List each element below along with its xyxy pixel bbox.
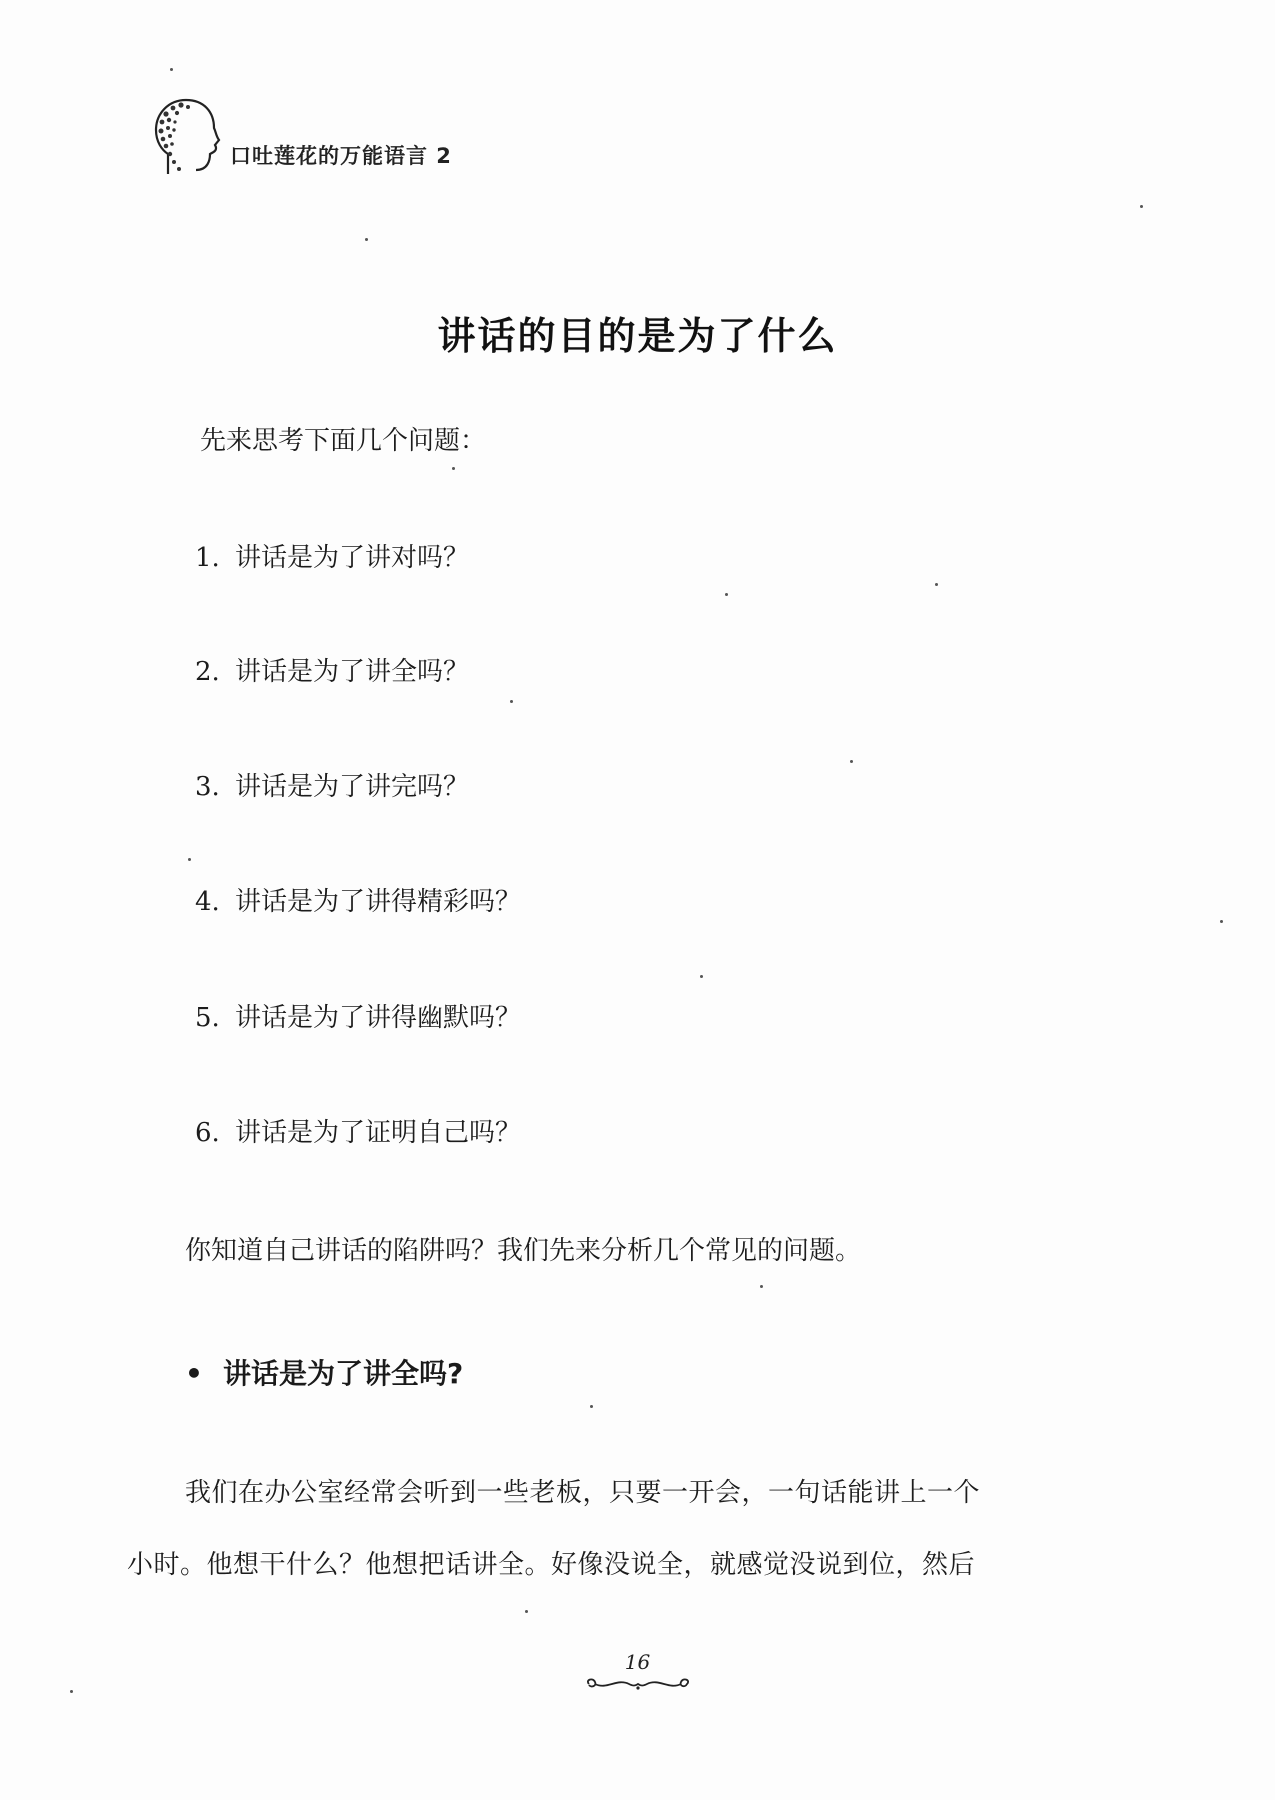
bullet-icon: •	[185, 1357, 203, 1390]
page-footer	[0, 1650, 1275, 1694]
question-number: 2.	[195, 657, 220, 687]
scan-speck	[590, 1405, 593, 1408]
scan-speck	[70, 1690, 73, 1693]
question-item	[195, 771, 469, 803]
body-paragraph-line: 小时。他想干什么？他想把话讲全。好像没说全，就感觉没说到位，然后	[127, 1550, 976, 1580]
chapter-title: 讲话的目的是为了什么	[437, 314, 838, 358]
section-heading	[185, 1352, 463, 1392]
scan-speck	[850, 760, 853, 763]
question-number: 6.	[195, 1118, 220, 1148]
question-number: 5.	[195, 1003, 220, 1033]
question-number: 1.	[195, 543, 220, 573]
head-profile-icon	[148, 92, 228, 178]
question-item	[195, 656, 469, 688]
scan-speck	[170, 68, 173, 71]
intro-text: 先来思考下面几个问题：	[200, 426, 487, 456]
question-item	[195, 886, 521, 918]
body-paragraph-line: 我们在办公室经常会听到一些老板，只要一开会，一句话能讲上一个	[185, 1478, 981, 1508]
scan-speck	[1140, 205, 1143, 208]
section-heading-text: 讲话是为了讲全吗?	[223, 1357, 464, 1390]
scan-speck	[365, 238, 368, 241]
question-text: 讲话是为了讲全吗？	[235, 657, 470, 687]
question-text: 讲话是为了讲得幽默吗？	[235, 1003, 522, 1033]
question-number: 4.	[195, 887, 220, 917]
question-text: 讲话是为了讲得精彩吗？	[235, 887, 522, 917]
scan-speck	[1220, 920, 1223, 923]
question-number: 3.	[195, 772, 220, 802]
trap-sentence: 你知道自己讲话的陷阱吗？我们先来分析几个常见的问题。	[185, 1236, 862, 1266]
question-text: 讲话是为了讲完吗？	[235, 772, 470, 802]
running-header	[148, 92, 452, 178]
question-text: 讲话是为了证明自己吗？	[235, 1118, 522, 1148]
scan-speck	[510, 700, 513, 703]
scroll-ornament-icon	[583, 1674, 693, 1694]
scan-speck	[935, 583, 938, 586]
scan-speck	[525, 1610, 528, 1613]
question-item	[195, 1002, 521, 1034]
question-item	[195, 1117, 521, 1149]
scan-speck	[188, 858, 191, 861]
scan-speck	[725, 593, 728, 596]
question-text: 讲话是为了讲对吗？	[235, 543, 470, 573]
question-item	[195, 542, 469, 574]
running-title: 口吐莲花的万能语言 2	[230, 144, 452, 168]
scan-speck	[700, 975, 703, 978]
page-number: 16	[624, 1650, 651, 1674]
scan-speck	[452, 467, 455, 470]
scan-speck	[760, 1285, 763, 1288]
